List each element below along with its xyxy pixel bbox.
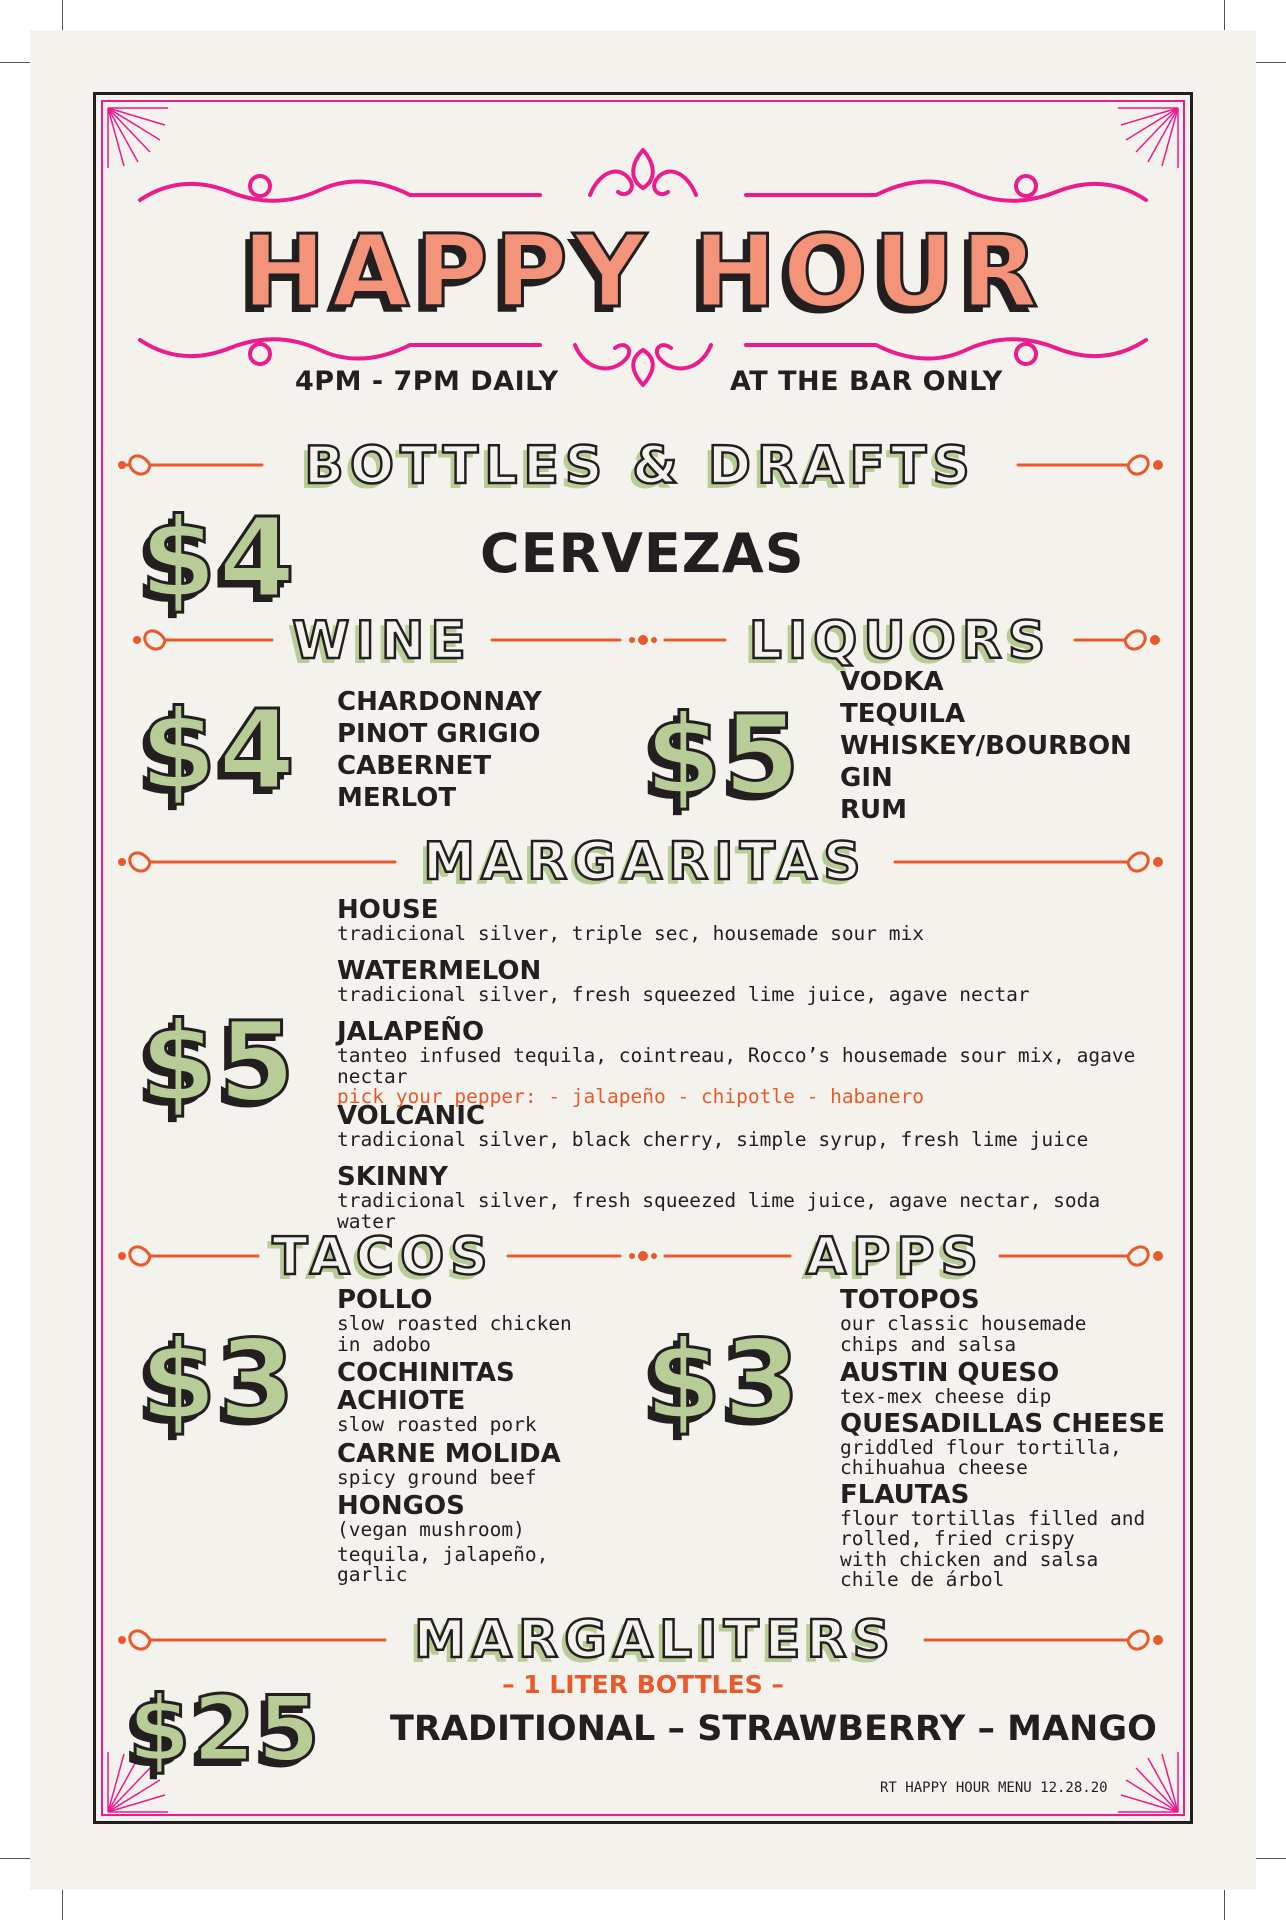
apps-list	[840, 1286, 1170, 1591]
item-description: tequila, jalapeño,	[337, 1542, 549, 1566]
item-description: flour tortillas filled and	[840, 1506, 1146, 1530]
list-item: GIN	[840, 763, 893, 793]
list-item	[337, 896, 1167, 957]
item-description: griddled flour tortilla,	[840, 1435, 1122, 1459]
tacos-list	[337, 1286, 597, 1586]
list-item: VODKA	[840, 667, 944, 697]
item-description: tex-mex cheese dip	[840, 1385, 1052, 1409]
item-name: COCHINITAS ACHIOTE	[337, 1358, 515, 1417]
list-item	[337, 1440, 597, 1489]
price-liquors: $5	[645, 691, 803, 819]
section-heading-apps: APPS	[806, 1227, 984, 1287]
list-item	[337, 1492, 597, 1585]
item-description: our classic housemade	[840, 1312, 1087, 1336]
item-description: spicy ground beef	[337, 1465, 537, 1489]
price-margaritas: $5	[140, 998, 298, 1126]
list-item	[840, 1481, 1170, 1591]
section-heading-bottles: BOTTLES & DRAFTS	[304, 436, 976, 496]
item-description: tradicional silver, triple sec, housemade sour mix	[337, 922, 924, 946]
section-heading-wine: WINE	[292, 611, 472, 671]
price-margaliters: $25	[128, 1677, 322, 1782]
item-description: (vegan mushroom)	[337, 1518, 525, 1542]
item-name: WATERMELON	[337, 956, 542, 986]
list-item: CABERNET	[337, 751, 492, 781]
list-item	[337, 1286, 597, 1355]
item-description: chips and salsa	[840, 1332, 1017, 1356]
item-description: chile de árbol	[840, 1568, 1005, 1592]
list-item	[337, 1102, 1167, 1163]
item-name: TOTOPOS	[840, 1285, 980, 1315]
item-name: VOLCANIC	[337, 1101, 486, 1131]
item-name: FLAUTAS	[840, 1479, 970, 1510]
list-item: RUM	[840, 795, 908, 825]
item-name: JALAPEÑO	[337, 1017, 485, 1047]
price-wine: $4	[140, 686, 298, 814]
price-bottles: $4	[140, 494, 298, 622]
item-name: HOUSE	[337, 895, 439, 925]
item-description: tradicional silver, black cherry, simple syrup, fresh lime juice	[337, 1128, 1089, 1152]
list-item: TEQUILA	[840, 699, 966, 729]
page-title: HAPPY HOUR	[242, 213, 1044, 330]
item-name: HONGOS	[337, 1491, 465, 1522]
list-item	[840, 1410, 1170, 1479]
section-heading-liquors: LIQUORS	[748, 611, 1052, 671]
list-item: PINOT GRIGIO	[337, 719, 541, 749]
item-description: in adobo	[337, 1332, 431, 1356]
list-item	[337, 957, 1167, 1018]
price-tacos: $3	[140, 1316, 298, 1444]
list-item: WHISKEY/BOURBON	[840, 731, 1132, 761]
margaliter-flavors: TRADITIONAL – STRAWBERRY – MANGO	[390, 1709, 1157, 1749]
item-name: SKINNY	[337, 1162, 448, 1192]
item-name: POLLO	[337, 1285, 433, 1315]
pepper-note: pick your pepper: - jalapeño - chipotle - habanero	[337, 1085, 924, 1109]
list-item	[337, 1162, 1167, 1233]
item-name: CARNE MOLIDA	[337, 1438, 561, 1469]
section-heading-margaliters: MARGALITERS	[414, 1610, 896, 1670]
location-label: AT THE BAR ONLY	[730, 366, 1003, 397]
item-name: AUSTIN QUESO	[840, 1358, 1060, 1389]
section-heading-tacos: TACOS	[272, 1227, 494, 1287]
item-description: garlic	[337, 1563, 408, 1587]
item-description: with chicken and salsa	[840, 1547, 1099, 1571]
item-description: chihuahua cheese	[840, 1456, 1028, 1480]
item-name: QUESADILLAS CHEESE	[840, 1408, 1165, 1439]
item-description: tanteo infused tequila, cointreau, Rocco’s housemade sour mix, agave nectar	[337, 1044, 1136, 1088]
liquors-list	[840, 666, 1132, 826]
item-description: tradicional silver, fresh squeezed lime juice, agave nectar, soda water	[337, 1189, 1101, 1233]
item-description: slow roasted pork	[337, 1413, 537, 1437]
list-item: MERLOT	[337, 783, 457, 813]
list-item	[840, 1359, 1170, 1408]
cervezas-label: CERVEZAS	[480, 522, 805, 585]
wine-list	[337, 686, 542, 814]
hours-label: 4PM - 7PM DAILY	[295, 366, 559, 397]
list-item	[337, 1017, 1167, 1109]
list-item	[337, 1359, 597, 1436]
list-item: CHARDONNAY	[337, 687, 542, 717]
list-item	[840, 1286, 1170, 1355]
item-description: rolled, fried crispy	[840, 1527, 1075, 1551]
margaritas-list	[337, 895, 1167, 1233]
footer-code: RT HAPPY HOUR MENU 12.28.20	[880, 1780, 1108, 1796]
section-heading-margaritas: MARGARITAS	[423, 832, 867, 892]
liter-bottles-label: – 1 LITER BOTTLES –	[502, 1670, 784, 1699]
item-description: tradicional silver, fresh squeezed lime juice, agave nectar	[337, 983, 1030, 1007]
item-description: slow roasted chicken	[337, 1312, 572, 1336]
price-apps: $3	[645, 1316, 803, 1444]
